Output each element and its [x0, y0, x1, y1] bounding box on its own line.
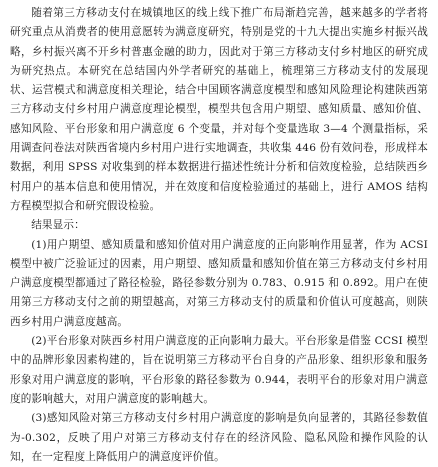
- paragraph-finding-1: (1)用户期望、感知质量和感知价值对用户满意度的正向影响作用显著，作为 ACSI 模型中被广泛验证过的因素，用户期望、感知质量和感知价值在第三方移动支付乡村用户满意度模型都通过了路径检验，路径参数分别为 0.783、0.915 和 0.892。用户在使用第三方移动支付之前的期望越高，对第三方移动支付的质量和价值认可度越高，则陕西乡村用户满意度越高。: [10, 238, 428, 328]
- paragraph-finding-2: (2)平台形象对陕西乡村用户满意度的正向影响力最大。平台形象是借鉴 CCSI 模型中的品牌形象因素构建的，旨在说明第三方移动平台自身的产品形象、组织形象和服务形象对用户满意度的影响，平台形象的路径参数为 0.944，表明平台的形象对用户满意度的影响越大，对用户满意度的影响越大。: [10, 335, 428, 405]
- paragraph-results-heading: 结果显示：: [31, 219, 85, 232]
- paragraph-finding-3: (3)感知风险对第三方移动支付乡村用户满意度的影响是负向显著的，其路径参数值为-0.302，反映了用户对第三方移动支付存在的经济风险、隐私风险和操作风险的认知，在一定程度上降低用户的满意度评价值。: [10, 412, 428, 463]
- paragraph-research-background: 随着第三方移动支付在城镇地区的线上线下推广布局渐趋完善，越来越多的学者将研究重点从消费者的使用意愿转为满意度研究，特别是党的十九大提出实施乡村振兴战略，乡村振兴离不开乡村普惠金融的助力，因此对于第三方移动支付乡村地区的研究成为研究热点。本研究在总结国内外学者研究的基础上，梳理第三方移动支付的发展现状、运营模式和满意度相关理论，结合中国顾客满意度模型和感知风险理论构建陕西第三方移动支付乡村用户满意度理论模型，模型共包含用户期望、感知质量、感知价值、感知风险、平台形象和用户满意度 6 个变量，并对每个变量选取 3—4 个测量指标，采用调查问卷法对陕西省境内乡村用户进行实地调查，共收集 446 份有效问卷，形成样本数据，利用 SPSS 对收集到的样本数据进行描述性统计分析和信效度检验，总结陕西乡村用户的基本信息和使用情况，并在效度和信度检验通过的基础上，进行 AMOS 结构方程模型拟合和研究假设检验。: [10, 7, 428, 212]
